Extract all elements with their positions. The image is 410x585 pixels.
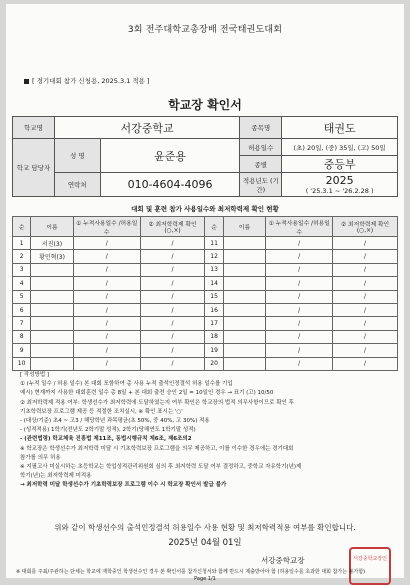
col-name: 이름 xyxy=(223,217,266,237)
row-used: / xyxy=(73,344,140,357)
row-check: / xyxy=(333,317,398,330)
row-used: / xyxy=(266,277,333,290)
row-check: / xyxy=(140,290,205,303)
row-check: / xyxy=(333,303,398,316)
category-label: 종별 xyxy=(240,156,282,173)
row-used: / xyxy=(73,357,140,370)
category-value: 중등부 xyxy=(282,156,398,173)
notes-line: - (대상/기준) 초4 ~ 고3 / 해당학년 과목평균(초 50%, 중 40%, 고 30%) 적용 xyxy=(20,418,210,425)
row-no: 2 xyxy=(13,250,31,263)
row-check: / xyxy=(140,250,205,263)
row-check: / xyxy=(333,277,398,290)
page-number: Page 1/1 xyxy=(194,576,216,582)
row-check: / xyxy=(140,303,205,316)
row-check: / xyxy=(140,277,205,290)
seal-text: 서강중학교장인 xyxy=(353,556,387,562)
notes-block xyxy=(20,371,396,491)
row-check: / xyxy=(140,263,205,276)
row-name xyxy=(31,303,74,316)
table-row xyxy=(13,357,398,370)
row-check: / xyxy=(333,290,398,303)
notes-line: ※ 지필고사 미실시하는 초등학교는 학업성적관리위원회 심의 후 최저학력 도달 여부 결정하고, 중학교 자유학기(년)제 xyxy=(20,464,302,471)
row-used: / xyxy=(266,330,333,343)
contact-label: 연락처 xyxy=(54,173,100,197)
row-name xyxy=(31,344,74,357)
notes-line: 예시) 현재까지 사용한 대회훈련 일수 총 8일 + 본 대회 출전 승인 2일 = 10일인 경우 → 표기 (고) 10/50 xyxy=(20,390,274,397)
row-used: / xyxy=(266,344,333,357)
table-row xyxy=(13,290,398,303)
hours-value: (초) 20일, (중) 35일, (고) 50일 xyxy=(282,139,398,156)
row-name xyxy=(223,290,266,303)
row-no: 14 xyxy=(205,277,223,290)
document-title: 학교장 확인서 xyxy=(168,98,242,112)
usage-table-header xyxy=(13,217,398,237)
row-name: 황민혁(3) xyxy=(31,250,74,263)
row-name xyxy=(223,237,266,250)
row-used: / xyxy=(73,330,140,343)
row-check: / xyxy=(140,237,205,250)
row-no: 8 xyxy=(13,330,31,343)
usage-table xyxy=(12,216,398,371)
row-no: 17 xyxy=(205,317,223,330)
manager-label: 학교 담당자 xyxy=(13,139,55,197)
notes-line: [ 작성방법 ] xyxy=(20,372,50,378)
contact-value: 010-4604-4096 xyxy=(100,173,240,197)
row-no: 9 xyxy=(13,344,31,357)
table-row xyxy=(13,317,398,330)
table-row xyxy=(13,303,398,316)
table-row xyxy=(13,263,398,276)
row-used: / xyxy=(266,290,333,303)
row-name xyxy=(31,290,74,303)
notes-line: → 최저학력 미달 학생선수가 기초학력보장 프로그램 이수 시 학교장 확인서 발급 불가 xyxy=(20,482,227,489)
table-row xyxy=(13,344,398,357)
row-used: / xyxy=(73,277,140,290)
notes-line: 기초학력보장 프로그램 제공 등 적절한 조치실시, ※ 확인 표시는 '○' xyxy=(20,408,183,415)
row-no: 13 xyxy=(205,263,223,276)
row-no: 19 xyxy=(205,344,223,357)
row-no: 15 xyxy=(205,290,223,303)
form-label-text: [ 경기대회 참가 신청용, 2025.3.1 적용 ] xyxy=(32,77,150,85)
table-row xyxy=(13,330,398,343)
col-used: ① 누적사용일수 /허용일수 xyxy=(73,217,140,237)
row-used: / xyxy=(266,237,333,250)
row-name xyxy=(223,317,266,330)
row-no: 1 xyxy=(13,237,31,250)
row-used: / xyxy=(73,263,140,276)
row-used: / xyxy=(266,250,333,263)
event-label: 종목명 xyxy=(240,117,282,139)
col-check: ② 최저학력제 확인(○,×) xyxy=(140,217,205,237)
info-table xyxy=(12,116,398,197)
row-name xyxy=(223,250,266,263)
foot-note: ※ 대회를 주최/주관하는 단체는 학교에 재학중인 학생선수인 경우 본 확인서를 참가신청서와 함께 반드시 제출받아야 함 (허용일수를 초과한 대회 참가는 불가함) xyxy=(16,569,366,575)
issue-date: 2025년 04월 01일 xyxy=(168,538,242,548)
table-row xyxy=(13,237,398,250)
row-name xyxy=(223,344,266,357)
row-check: / xyxy=(140,330,205,343)
col-name: 이름 xyxy=(31,217,74,237)
row-name xyxy=(223,263,266,276)
row-used: / xyxy=(73,290,140,303)
year-value: 2025 xyxy=(325,174,354,187)
school-signature: 서강중학교장 xyxy=(261,556,305,565)
notes-line: ② 최저학력제 적용 여부: 학생선수가 최저학력에 도달하였는지 여부 확인은 학교장의 법적 의무사항이므로 확인 후 xyxy=(20,399,294,406)
row-name xyxy=(31,357,74,370)
row-check: / xyxy=(333,344,398,357)
confirm-text: 위와 같이 학생선수의 출석인정결석 허용일수 사용 현황 및 최저학력적용 여부를 확인합니다. xyxy=(54,523,356,532)
notes-line: - (관련법령) 학교체육 진흥법 제11조, 동법시행규칙 제6조, 제6조의2 xyxy=(20,436,192,443)
row-check: / xyxy=(333,250,398,263)
row-name xyxy=(31,263,74,276)
row-used: / xyxy=(73,237,140,250)
row-used: / xyxy=(266,303,333,316)
row-no: 5 xyxy=(13,290,31,303)
row-check: / xyxy=(333,357,398,370)
header-title: 3회 전주대학교총장배 전국태권도대회 xyxy=(127,25,283,35)
row-used: / xyxy=(73,303,140,316)
table-row xyxy=(13,250,398,263)
row-used: / xyxy=(73,250,140,263)
col-no: 순 xyxy=(13,217,31,237)
row-check: / xyxy=(333,263,398,276)
col-used: ① 누적사용일수 /허용일수 xyxy=(266,217,333,237)
notes-line: 참가를 의무 허용 xyxy=(20,454,61,461)
row-name xyxy=(31,277,74,290)
row-no: 6 xyxy=(13,303,31,316)
status-subtitle: 대회 및 훈련 참가 사용일수와 최저학력제 확인 현황 xyxy=(131,205,279,213)
row-check: / xyxy=(333,237,398,250)
row-no: 12 xyxy=(205,250,223,263)
row-no: 7 xyxy=(13,317,31,330)
row-used: / xyxy=(266,357,333,370)
school-label: 학교명 xyxy=(13,117,55,139)
row-name xyxy=(223,330,266,343)
notes-line: ① (누적 일수 / 허용 일수) 본 대회 포함하여 총 사용 누적 출석인정결석 허용 일수를 기입 xyxy=(20,381,233,388)
row-name: 서진(3) xyxy=(31,237,74,250)
table-row xyxy=(13,277,398,290)
col-no: 순 xyxy=(205,217,223,237)
row-used: / xyxy=(266,317,333,330)
row-name xyxy=(223,357,266,370)
school-name: 서강중학교 xyxy=(54,117,240,139)
document-page xyxy=(6,4,404,582)
year-label: 적용년도 (기간) xyxy=(240,173,282,197)
row-name xyxy=(223,303,266,316)
name-value: 윤준용 xyxy=(100,139,240,173)
notes-line: 학기(년)는 최저학력제 미적용 xyxy=(20,473,92,480)
row-no: 11 xyxy=(205,237,223,250)
row-used: / xyxy=(73,317,140,330)
name-label: 성 명 xyxy=(54,139,100,173)
row-name xyxy=(223,277,266,290)
hours-label: 허용일수 xyxy=(240,139,282,156)
row-no: 20 xyxy=(205,357,223,370)
col-check: ② 최저학력제 확인(○,×) xyxy=(333,217,398,237)
row-no: 18 xyxy=(205,330,223,343)
notes-line: - (성적적용) 1학기(전년도 2학기말 성적), 2학기(당해연도 1학기말 성적) xyxy=(20,427,196,434)
square-bullet-icon xyxy=(24,79,29,84)
form-label xyxy=(24,76,150,85)
row-check: / xyxy=(333,330,398,343)
year-cell xyxy=(282,173,398,197)
event-name: 태권도 xyxy=(282,117,398,139)
row-no: 16 xyxy=(205,303,223,316)
row-no: 4 xyxy=(13,277,31,290)
row-used: / xyxy=(266,263,333,276)
year-period: ( '25.3.1 ~ '26.2.28 ) xyxy=(305,187,374,195)
row-no: 10 xyxy=(13,357,31,370)
row-name xyxy=(31,317,74,330)
notes-line: ※ 학교장은 학생선수가 최저학력 미달 시 기초학력보장 프로그램을 의무 제공하고, 이를 이수한 경우에는 경기대회 xyxy=(20,445,294,452)
row-check: / xyxy=(140,344,205,357)
row-no: 3 xyxy=(13,263,31,276)
row-check: / xyxy=(140,317,205,330)
row-name xyxy=(31,330,74,343)
row-check: / xyxy=(140,357,205,370)
